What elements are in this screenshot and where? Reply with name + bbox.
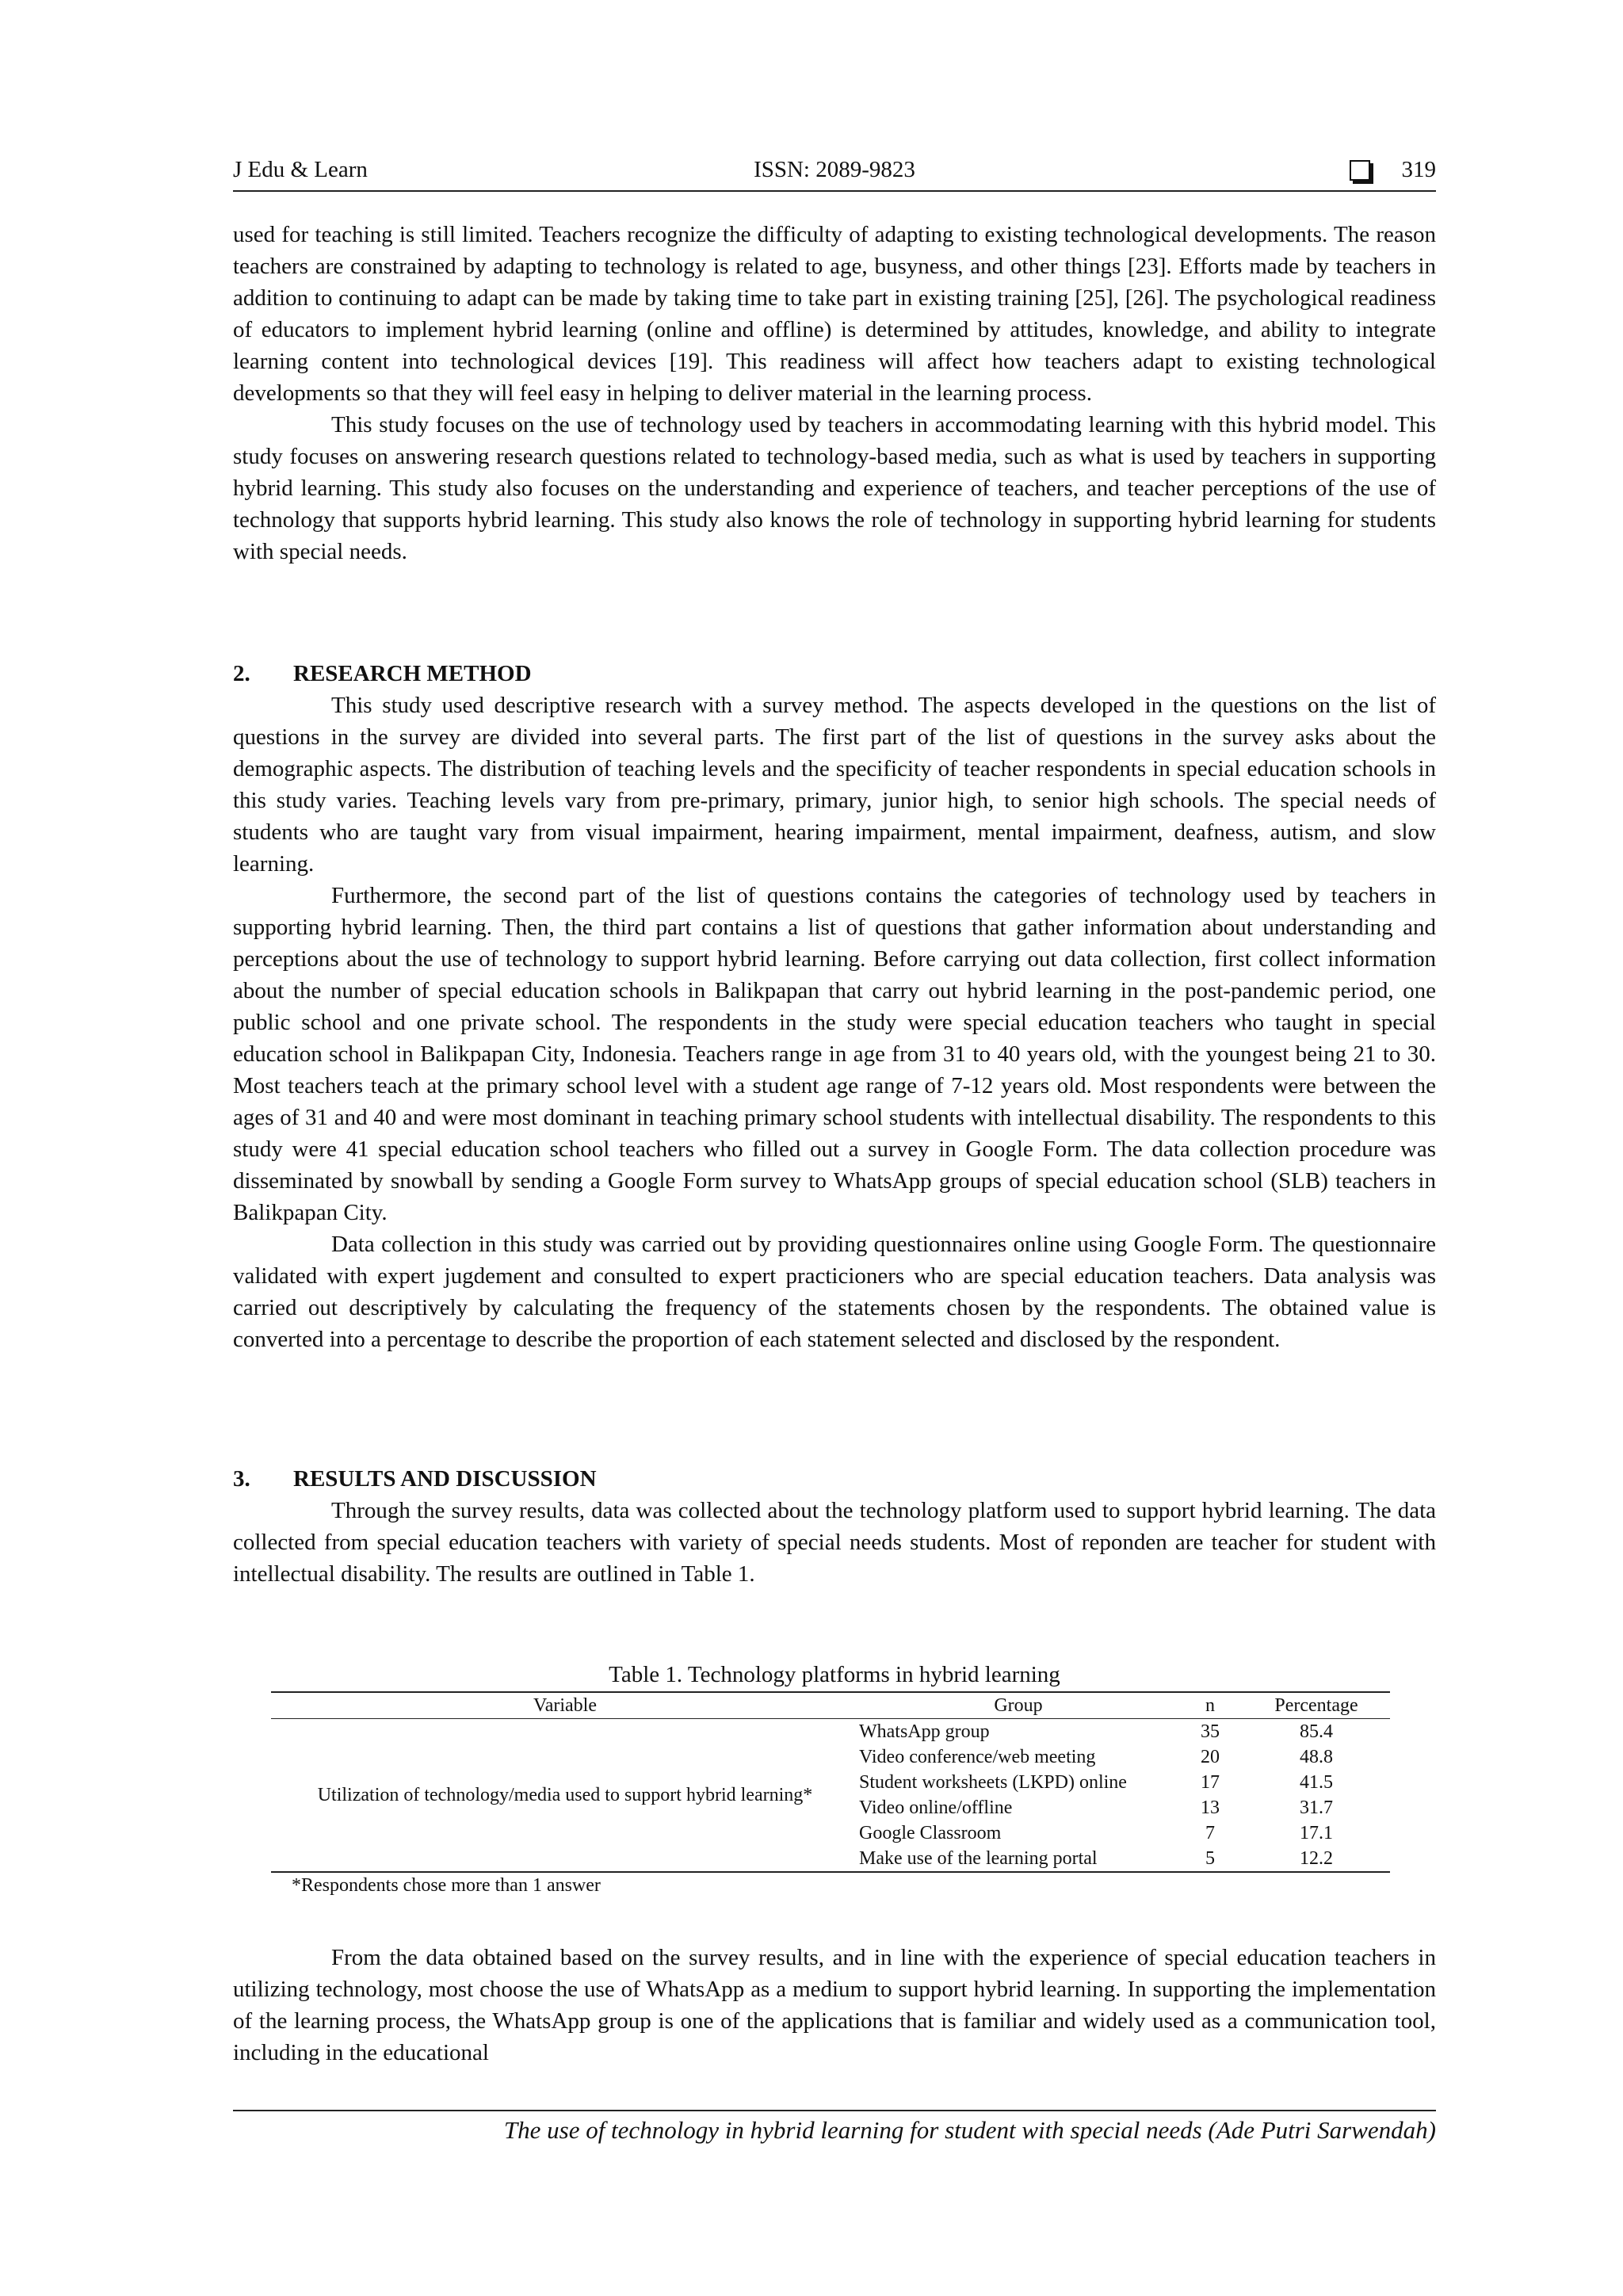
footer-title: The use of technology in hybrid learning for student with special needs (Ade Putri Sarwendah) <box>503 2116 1436 2144</box>
variable-cell: Utilization of technology/media used to support hybrid learning* <box>317 1784 813 1805</box>
n-cell: 13 <box>1201 1797 1220 1818</box>
section-body <box>233 1942 1436 2069</box>
table-row <box>859 1719 1390 1744</box>
table-row <box>859 1846 1390 1871</box>
percentage-cell: 17.1 <box>1300 1822 1333 1843</box>
intro-text <box>233 219 1436 567</box>
section-body <box>233 1495 1436 1590</box>
n-cell: 35 <box>1201 1721 1220 1742</box>
column-header: n <box>1205 1694 1215 1716</box>
page-marker <box>1350 157 1437 183</box>
n-cell: 7 <box>1205 1822 1215 1843</box>
group-cell: Student worksheets (LKPD) online <box>859 1771 1127 1793</box>
n-cell: 17 <box>1201 1771 1220 1793</box>
page-number: 319 <box>1401 157 1436 182</box>
running-footer <box>233 2110 1436 2144</box>
percentage-cell: 31.7 <box>1300 1797 1333 1818</box>
column-header: Percentage <box>1274 1694 1358 1716</box>
table-caption: Table 1. Technology platforms in hybrid learning <box>609 1662 1060 1687</box>
table-header-row <box>271 1693 1390 1719</box>
paragraph: used for teaching is still limited. Teachers recognize the difficulty of adapting to existing technological developments. The reason teachers are constrained by adapting to technology is related to age, busyness, and other things [23]. Efforts made by teachers in addition to continuing to adapt can be made by taking time to take part in existing training [25], [26]. The psychological readiness of educators to implement hybrid learning (online and offline) is determined by attitudes, knowledge, and ability to integrate learning content into technological devices [19]. This readiness will affect how teachers adapt to existing technological developments so that they will feel easy in helping to deliver material in the learning process. <box>233 222 1436 406</box>
group-cell: Make use of the learning portal <box>859 1847 1098 1869</box>
table-note: *Respondents chose more than 1 answer <box>292 1875 601 1896</box>
percentage-cell: 12.2 <box>1300 1847 1333 1869</box>
table-row <box>859 1744 1390 1770</box>
table-row <box>859 1770 1390 1795</box>
column-header: Variable <box>533 1694 597 1716</box>
n-cell: 5 <box>1205 1847 1215 1869</box>
paragraph: Data collection in this study was carried out by providing questionnaires online using Google Form. The questionnaire validated with expert jugdement and consulted to expert practicioners who are special education teachers. Data analysis was carried out descriptively by calculating the frequency of the statements chosen by the respondents. The obtained value is converted into a percentage to describe the proportion of each statement selected and disclosed by the respondent. <box>233 1232 1436 1352</box>
table-row <box>859 1820 1390 1846</box>
section-title: RESULTS AND DISCUSSION <box>293 1466 597 1492</box>
group-cell: Google Classroom <box>859 1822 1002 1843</box>
section-number: 2. <box>233 661 250 686</box>
section-heading <box>233 1463 597 1495</box>
group-cell: Video conference/web meeting <box>859 1746 1096 1767</box>
percentage-cell: 85.4 <box>1300 1721 1333 1742</box>
section-body <box>233 690 1436 1355</box>
section-number: 3. <box>233 1466 250 1492</box>
paragraph: Furthermore, the second part of the list of questions contains the categories of technology used by teachers in supporting hybrid learning. Then, the third part contains a list of questions that gather information about understanding and perceptions about the use of technology to support hybrid learning. Before carrying out data collection, first collect information about the number of special education schools in Balikpapan that carry out hybrid learning in the post-pandemic period, one public school and one private school. The respondents in the study were special education teachers who taught in special education school in Balikpapan City, Indonesia. Teachers range in age from 31 to 40 years old, with the youngest being 21 to 30. Most teachers teach at the primary school level with a student age range of 7-12 years old. Most respondents were between the ages of 31 and 40 and were most dominant in teaching primary school students with intellectual disability. The respondents to this study were 41 special education school teachers who filled out a survey in Google Form. The data collection procedure was disseminated by snowball by sending a Google Form survey to WhatsApp groups of special education school (SLB) teachers in Balikpapan City. <box>233 883 1436 1225</box>
table-row <box>859 1795 1390 1820</box>
group-cell: Video online/offline <box>859 1797 1013 1818</box>
n-cell: 20 <box>1201 1746 1220 1767</box>
square-bullet-icon <box>1350 160 1370 181</box>
journal-name: J Edu & Learn <box>233 157 368 182</box>
section-title: RESEARCH METHOD <box>293 661 532 686</box>
paragraph: Through the survey results, data was collected about the technology platform used to support hybrid learning. The data collected from special education teachers with variety of special needs students. Most of reponden are teacher for student with intellectual disability. The results are outlined in Table 1. <box>233 1498 1436 1587</box>
paragraph: This study used descriptive research with a survey method. The aspects developed in the questions on the list of questions in the survey are divided into several parts. The first part of the list of questions in the survey asks about the demographic aspects. The distribution of teaching levels and the specificity of teacher respondents in special education schools in this study varies. Teaching levels vary from pre-primary, primary, junior high, to senior high schools. The special needs of students who are taught vary from visual impairment, hearing impairment, mental impairment, deafness, autism, and slow learning. <box>233 693 1436 877</box>
table-rows <box>859 1719 1390 1871</box>
paragraph: From the data obtained based on the survey results, and in line with the experience of special education teachers in utilizing technology, most choose the use of WhatsApp as a medium to support hybrid learning. In supporting the implementation of the learning process, the WhatsApp group is one of the applications that is familiar and widely used as a communication tool, including in the educational <box>233 1945 1436 2065</box>
percentage-cell: 41.5 <box>1300 1771 1333 1793</box>
section-heading <box>233 658 532 690</box>
issn: ISSN: 2089-9823 <box>754 157 915 182</box>
column-header: Group <box>994 1694 1043 1716</box>
group-cell: WhatsApp group <box>859 1721 990 1742</box>
running-header <box>233 155 1436 192</box>
table-body <box>271 1719 1390 1871</box>
percentage-cell: 48.8 <box>1300 1746 1333 1767</box>
data-table <box>271 1691 1390 1873</box>
paragraph: This study focuses on the use of technology used by teachers in accommodating learning with this hybrid model. This study focuses on answering research questions related to technology-based media, such as what is used by teachers in supporting hybrid learning. This study also focuses on the understanding and experience of teachers, and teacher perceptions of the use of technology that supports hybrid learning. This study also knows the role of technology in supporting hybrid learning for students with special needs. <box>233 412 1436 564</box>
